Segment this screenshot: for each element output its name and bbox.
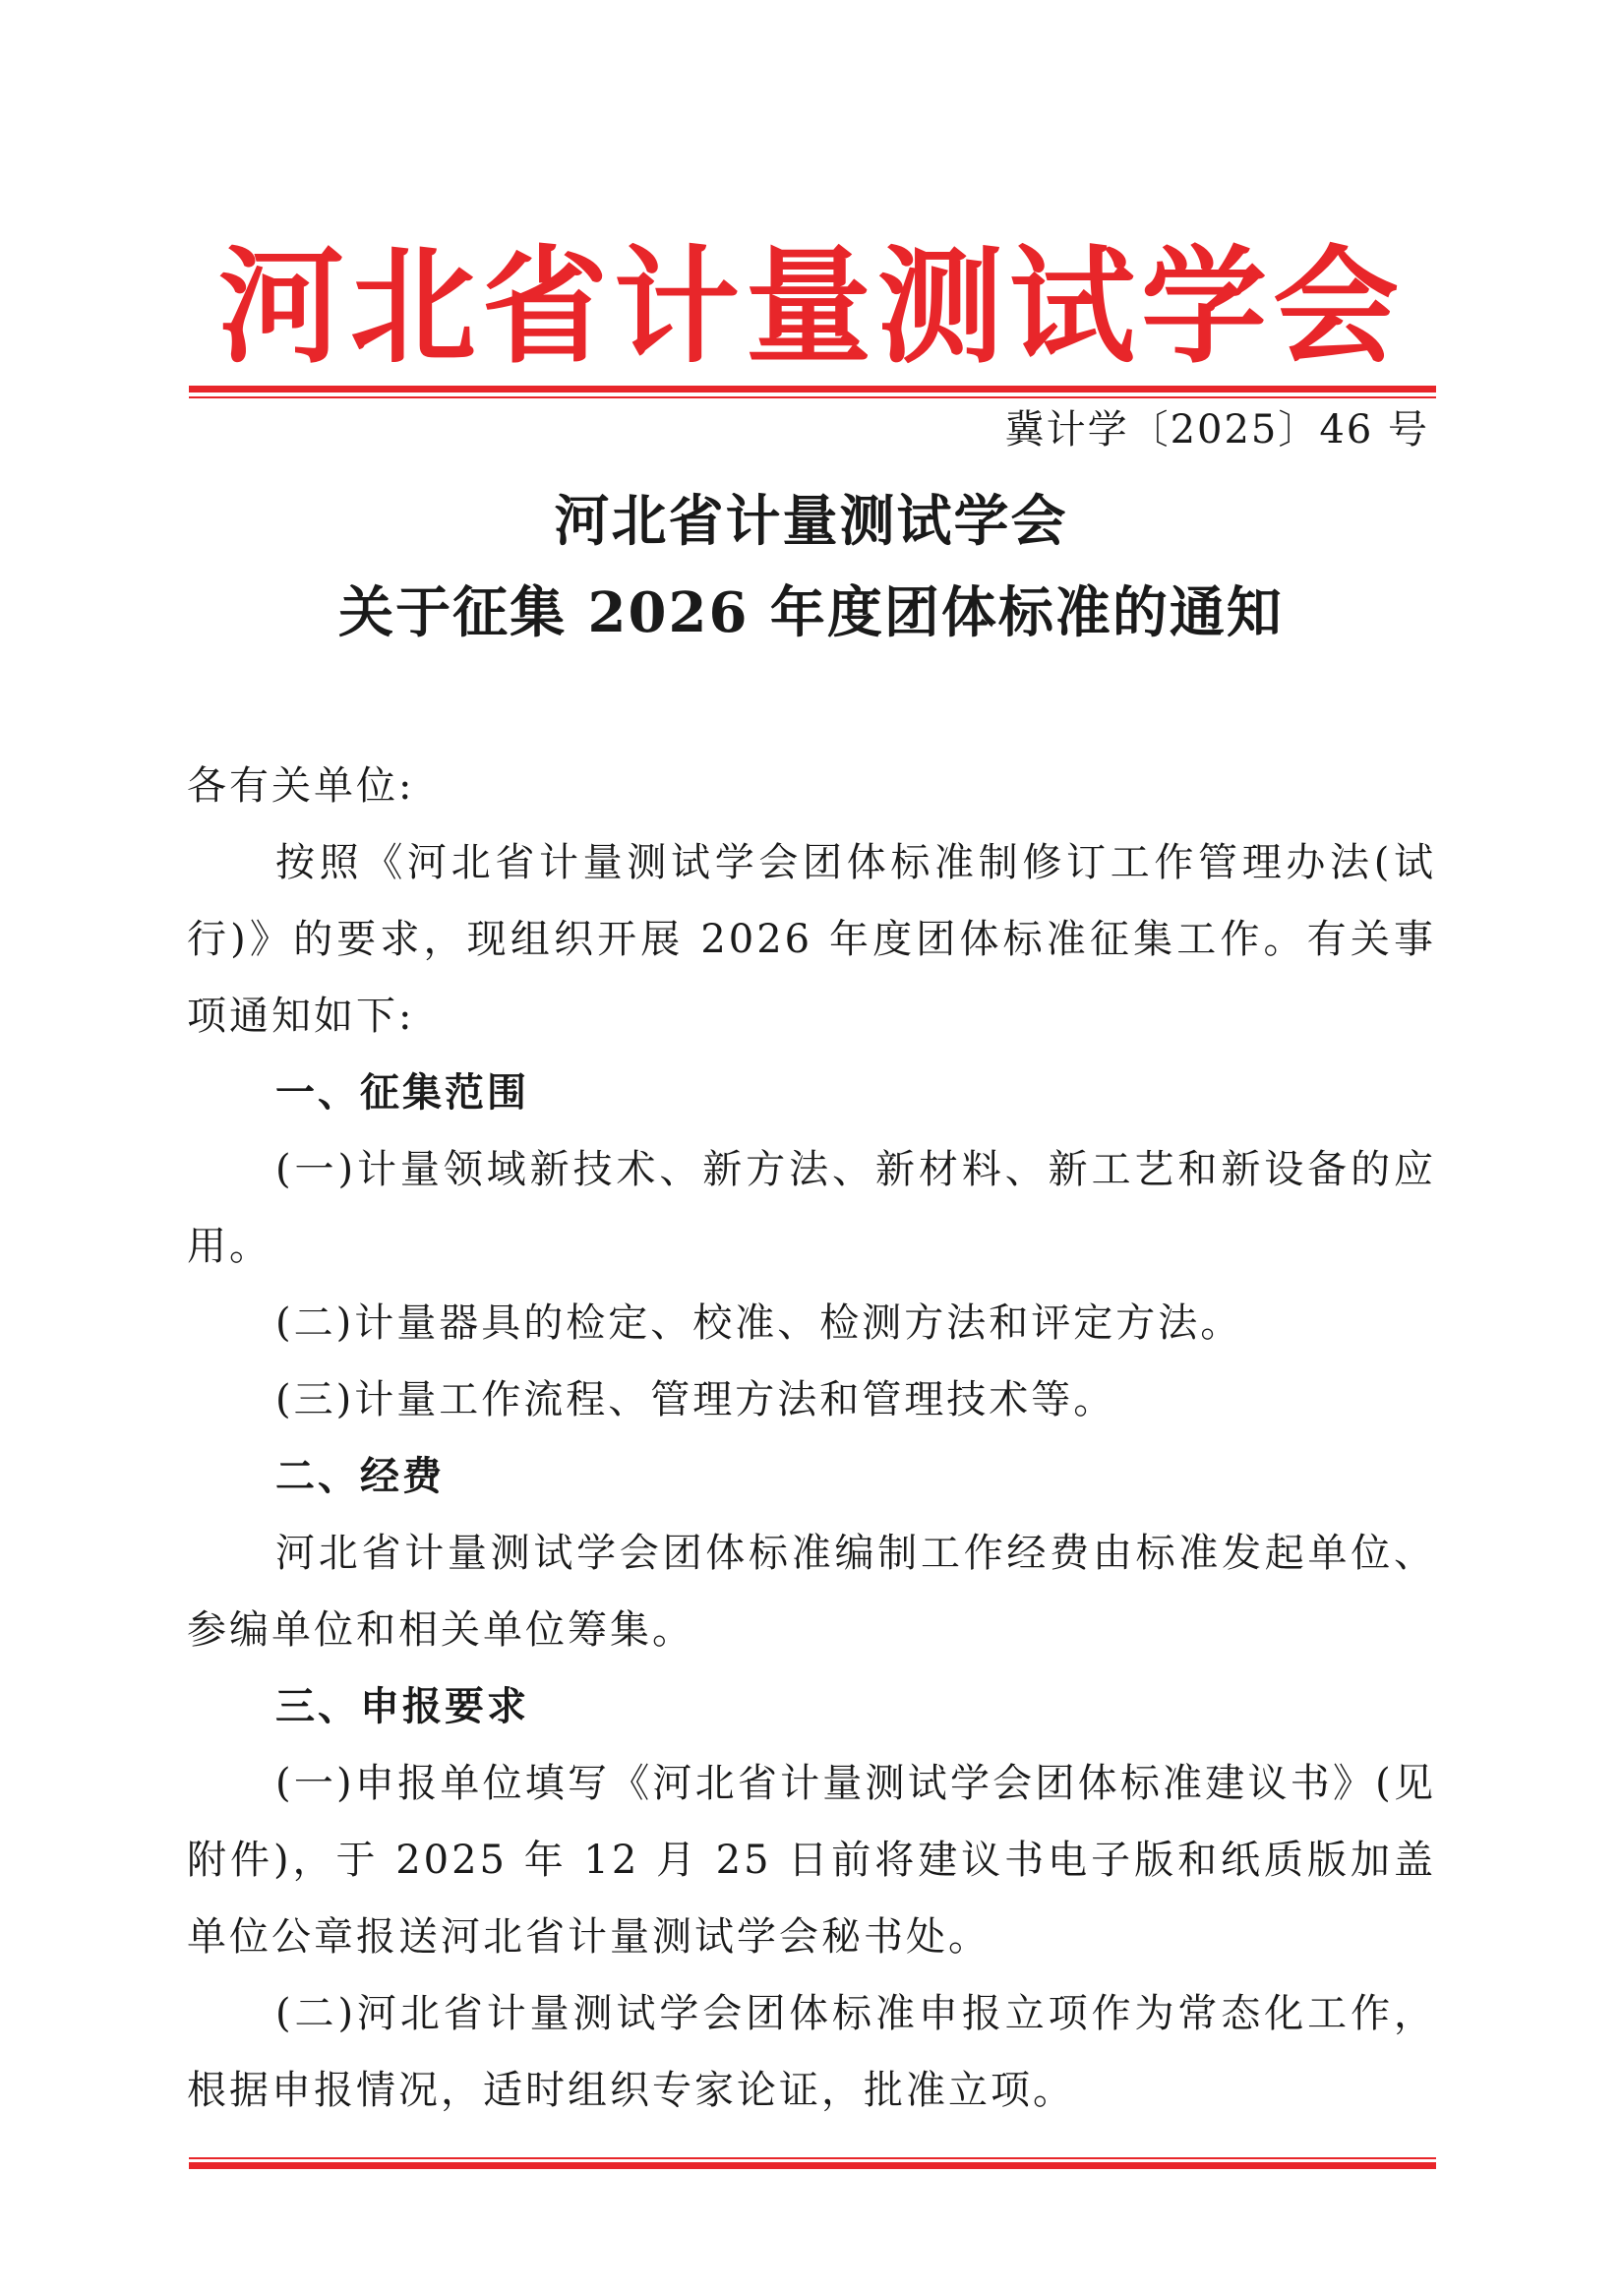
intro-paragraph: 按照《河北省计量测试学会团体标准制修订工作管理办法(试行)》的要求，现组织开展 2026 年度团体标准征集工作。有关事项通知如下: bbox=[187, 840, 1436, 1039]
section-paragraph: 河北省计量测试学会团体标准编制工作经费由标准发起单位、参编单位和相关单位筹集。 bbox=[187, 1531, 1436, 1653]
section-heading: 一、征集范围 bbox=[275, 1070, 529, 1116]
section-paragraph: (一)计量领域新技术、新方法、新材料、新工艺和新设备的应用。 bbox=[187, 1147, 1436, 1269]
section-paragraph: (二)河北省计量测试学会团体标准申报立项作为常态化工作，根据申报情况，适时组织专家论证，批准立项。 bbox=[187, 1991, 1436, 2113]
salutation: 各有关单位: bbox=[187, 763, 415, 809]
header-divider bbox=[189, 386, 1436, 398]
section-paragraph: (一)申报单位填写《河北省计量测试学会团体标准建议书》(见附件)，于 2025 年 12 月 25 日前将建议书电子版和纸质版加盖单位公章报送河北省计量测试学会秘书处。 bbox=[187, 1761, 1436, 1960]
footer-divider bbox=[189, 2157, 1436, 2169]
title-line-2: 关于征集 2026 年度团体标准的通知 bbox=[338, 580, 1284, 645]
section-heading: 二、经费 bbox=[275, 1454, 445, 1499]
section-heading: 三、申报要求 bbox=[275, 1684, 529, 1729]
document-body bbox=[187, 748, 1436, 2129]
organization-header: 河北省计量测试学会 bbox=[217, 234, 1405, 381]
title-line-1: 河北省计量测试学会 bbox=[554, 489, 1068, 554]
document-number: 冀计学〔2025〕46 号 bbox=[1004, 407, 1429, 453]
section-paragraph: (二)计量器具的检定、校准、检测方法和评定方法。 bbox=[275, 1300, 1243, 1346]
section-paragraph: (三)计量工作流程、管理方法和管理技术等。 bbox=[275, 1377, 1116, 1422]
